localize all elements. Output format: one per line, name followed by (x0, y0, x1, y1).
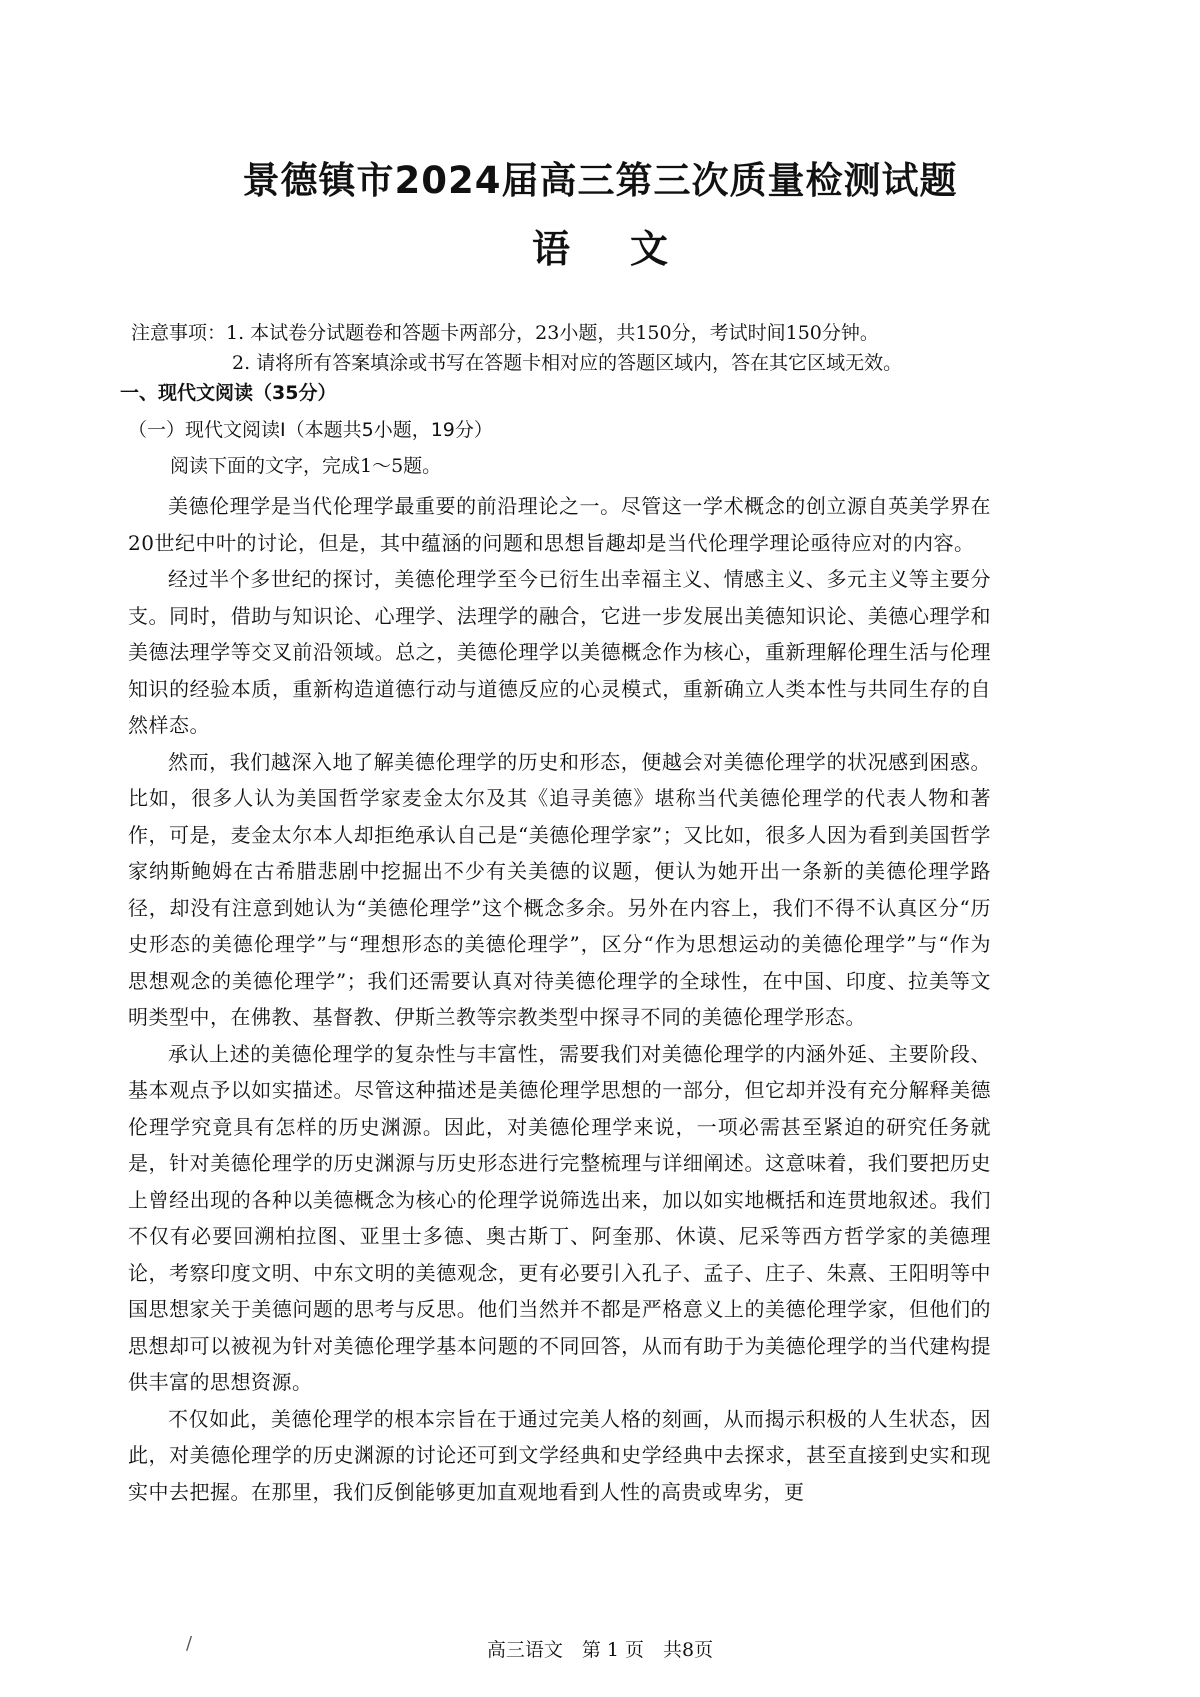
subject-title: 语文 (531, 227, 728, 271)
passage-paragraph: 承认上述的美德伦理学的复杂性与丰富性，需要我们对美德伦理学的内涵外延、主要阶段、基本观点予以如实描述。尽管这种描述是美德伦理学思想的一部分，但它却并没有充分解释美德伦理学究竟具有怎样的历史渊源。因此，对美德伦理学来说，一项必需甚至紧迫的研究任务就是，针对美德伦理学的历史渊源与历史形态进行完整梳理与详细阐述。这意味着，我们要把历史上曾经出现的各种以美德概念为核心的伦理学说筛选出来，加以如实地概括和连贯地叙述。我们不仅有必要回溯柏拉图、亚里士多德、奥古斯丁、阿奎那、休谟、尼采等西方哲学家的美德理论，考察印度文明、中东文明的美德观念，更有必要引入孔子、孟子、庄子、朱熹、王阳明等中国思想家关于美德问题的思考与反思。他们当然并不都是严格意义上的美德伦理学家，但他们的思想却可以被视为针对美德伦理学基本问题的不同回答，从而有助于为美德伦理学的当代建构提供丰富的思想资源。 (128, 1041, 991, 1394)
exam-title: 景德镇市2024届高三第三次质量检测试题 (242, 159, 958, 202)
notice-line-1: 注意事项：1. 本试卷分试题卷和答题卡两部分，23小题，共150分，考试时间150分钟。 (131, 322, 879, 344)
section-heading: 一、现代文阅读（35分） (120, 382, 337, 404)
reading-passage (128, 488, 991, 1510)
passage-paragraph: 不仅如此，美德伦理学的根本宗旨在于通过完美人格的刻画，从而揭示积极的人生状态，因此，对美德伦理学的历史渊源的讨论还可到文学经典和史学经典中去探求，甚至直接到史实和现实中去把握。在那里，我们反倒能够更加直观地看到人性的高贵或卑劣，更 (128, 1406, 991, 1504)
footer-mark: / (186, 1633, 193, 1654)
passage-paragraph: 美德伦理学是当代伦理学最重要的前沿理论之一。尽管这一学术概念的创立源自英美学界在20世纪中叶的讨论，但是，其中蕴涵的问题和思想旨趣却是当代伦理学理论亟待应对的内容。 (128, 494, 991, 555)
notice-line-2: 2. 请将所有答案填涂或书写在答题卡相对应的答题区域内，答在其它区域无效。 (232, 352, 903, 374)
subsection-heading: （一）现代文阅读Ⅰ（本题共5小题，19分） (128, 419, 493, 441)
page-footer: 高三语文 第 1 页 共8页 (486, 1639, 714, 1661)
passage-paragraph: 然而，我们越深入地了解美德伦理学的历史和形态，便越会对美德伦理学的状况感到困惑。比如，很多人认为美国哲学家麦金太尔及其《追寻美德》堪称当代美德伦理学的代表人物和著作，可是，麦金太尔本人却拒绝承认自己是“美德伦理学家”；又比如，很多人因为看到美国哲学家纳斯鲍姆在古希腊悲剧中挖掘出不少有关美德的议题，便认为她开出一条新的美德伦理学路径，却没有注意到她认为“美德伦理学”这个概念多余。另外在内容上，我们不得不认真区分“历史形态的美德伦理学”与“理想形态的美德伦理学”，区分“作为思想运动的美德伦理学”与“作为思想观念的美德伦理学”；我们还需要认真对待美德伦理学的全球性，在中国、印度、拉美等文明类型中，在佛教、基督教、伊斯兰教等宗教类型中探寻不同的美德伦理学形态。 (128, 749, 991, 1029)
reading-instruction: 阅读下面的文字，完成1～5题。 (170, 455, 442, 477)
exam-notice (131, 318, 902, 378)
passage-paragraph: 经过半个多世纪的探讨，美德伦理学至今已衍生出幸福主义、情感主义、多元主义等主要分支。同时，借助与知识论、心理学、法理学的融合，它进一步发展出美德知识论、美德心理学和美德法理学等交叉前沿领域。总之，美德伦理学以美德概念作为核心，重新理解伦理生活与伦理知识的经验本质，重新构造道德行动与道德反应的心灵模式，重新确立人类本性与共同生存的自然样态。 (128, 567, 991, 737)
